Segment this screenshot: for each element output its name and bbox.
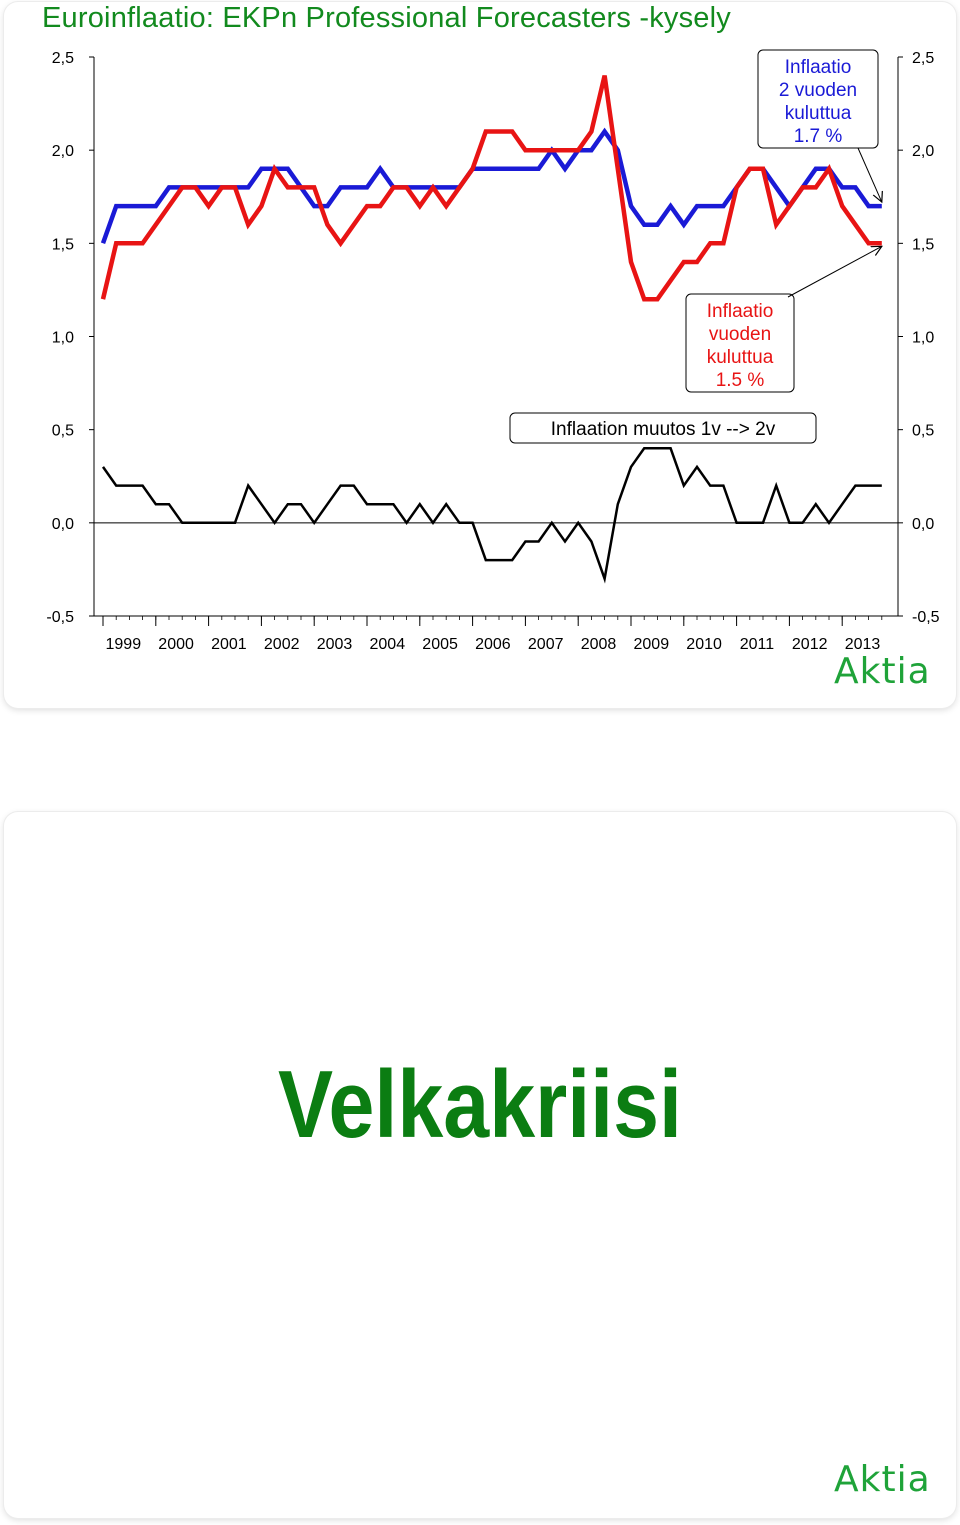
x-tick-label: 2001 bbox=[211, 636, 247, 653]
aktia-logo: Aktia bbox=[834, 1459, 931, 1500]
y-tick-label-right: 0,5 bbox=[912, 422, 935, 440]
y-tick-label-right: -0,5 bbox=[912, 609, 940, 626]
x-tick-label: 2008 bbox=[580, 636, 617, 653]
y-tick-label-right: 0,0 bbox=[912, 515, 935, 533]
y-tick-label-left: -0,5 bbox=[46, 609, 74, 626]
y-tick-label-right: 1,0 bbox=[912, 329, 935, 347]
y-tick-label-left: 2,0 bbox=[51, 143, 74, 161]
series-line-difference bbox=[103, 448, 882, 578]
y-tick-label-left: 2,5 bbox=[51, 50, 74, 67]
x-tick-label: 2009 bbox=[633, 636, 670, 653]
y-tick-label-left: 0,5 bbox=[51, 422, 74, 440]
annotation-text: 2 vuoden bbox=[778, 80, 858, 101]
y-tick-label-right: 2,0 bbox=[912, 143, 935, 161]
x-tick-label: 1999 bbox=[105, 636, 142, 653]
x-tick-label: 2011 bbox=[739, 636, 775, 653]
annotation-text: 1.5 % bbox=[715, 370, 765, 391]
chart-title: Euroinflaatio: EKPn Professional Forecasters -kysely bbox=[42, 2, 731, 34]
annotation-text: Inflaation muutos 1v --> 2v bbox=[550, 419, 776, 440]
annotation-text: 1.7 % bbox=[793, 126, 843, 147]
annotation-text: vuoden bbox=[708, 324, 772, 345]
x-tick-label: 2002 bbox=[263, 636, 300, 653]
y-tick-label-right: 2,5 bbox=[912, 50, 935, 67]
y-tick-label-left: 1,5 bbox=[51, 236, 74, 254]
y-tick-label-left: 0,0 bbox=[51, 515, 74, 533]
x-tick-label: 2000 bbox=[158, 636, 194, 653]
x-tick-label: 2013 bbox=[844, 636, 881, 653]
annotation-arrow bbox=[788, 246, 882, 297]
annotation-text: Inflaatio bbox=[706, 301, 774, 322]
y-tick-label-right: 1,5 bbox=[912, 236, 935, 254]
inflation-chart bbox=[0, 0, 960, 710]
x-tick-label: 2004 bbox=[369, 636, 406, 653]
x-tick-label: 2010 bbox=[686, 636, 722, 653]
aktia-logo: Aktia bbox=[834, 651, 931, 692]
slide-heading: Velkakriisi bbox=[278, 1051, 682, 1158]
x-tick-label: 2005 bbox=[422, 636, 458, 653]
x-tick-label: 2007 bbox=[527, 636, 564, 653]
slide-title bbox=[4, 812, 956, 1518]
x-tick-label: 2012 bbox=[791, 636, 828, 653]
annotation-text: Inflaatio bbox=[784, 57, 852, 78]
x-tick-label: 2006 bbox=[475, 636, 511, 653]
annotation-text: kuluttua bbox=[706, 347, 774, 368]
x-tick-label: 2003 bbox=[316, 636, 353, 653]
annotation-text: kuluttua bbox=[784, 103, 852, 124]
y-tick-label-left: 1,0 bbox=[51, 329, 74, 347]
